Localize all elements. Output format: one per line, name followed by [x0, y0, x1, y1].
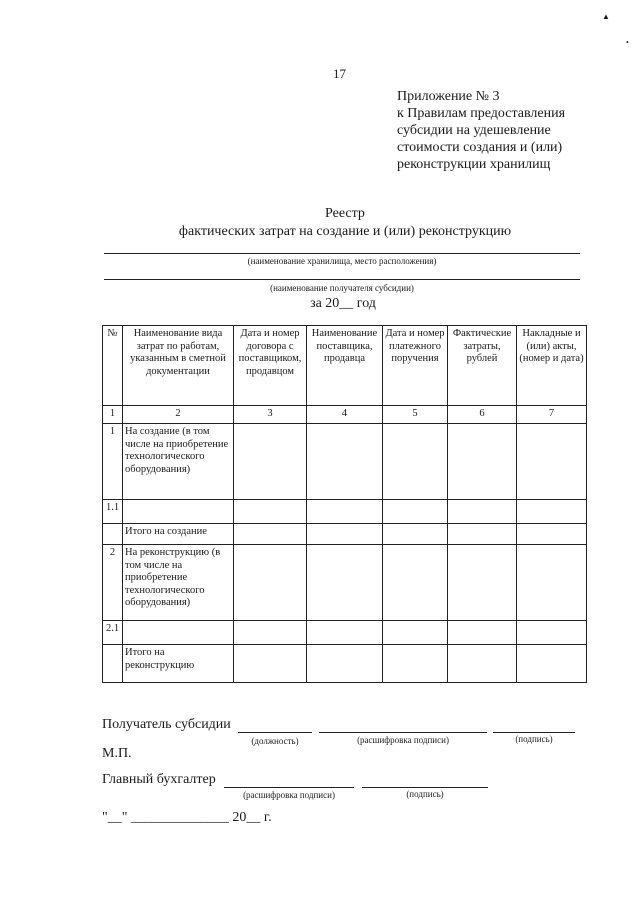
- empty-cell: [517, 524, 587, 545]
- table-row: [103, 524, 587, 545]
- empty-cell: [307, 424, 383, 500]
- year-line: за 20__ год: [310, 296, 376, 311]
- empty-cell: [234, 500, 307, 524]
- accountant-decoding-line: [224, 787, 354, 788]
- empty-cell: [448, 524, 517, 545]
- decoding-caption: (расшифровка подписи): [357, 735, 449, 745]
- column-number: 1: [103, 406, 123, 424]
- empty-cell: [448, 645, 517, 683]
- row-number: 2.1: [103, 621, 123, 645]
- corner-mark-icon: ▲: [602, 12, 610, 21]
- empty-cell: [517, 645, 587, 683]
- appendix-line: субсидии на удешевление: [397, 123, 551, 138]
- empty-cell: [517, 545, 587, 621]
- empty-cell: [517, 424, 587, 500]
- empty-cell: [448, 500, 517, 524]
- empty-cell: [234, 524, 307, 545]
- empty-cell: [307, 524, 383, 545]
- empty-cell: [383, 500, 448, 524]
- position-caption: (должность): [251, 736, 299, 746]
- column-header: Дата и номер договора с поставщиком, продавцом: [234, 326, 307, 406]
- appendix-line: к Правилам предоставления: [397, 106, 566, 121]
- column-header: Накладные и (или) акты, (номер и дата): [517, 326, 587, 406]
- row-label: [123, 500, 234, 524]
- empty-cell: [448, 545, 517, 621]
- row-label: [123, 621, 234, 645]
- storage-name-line: [104, 253, 580, 254]
- row-label: Итого на реконструкцию: [123, 645, 234, 683]
- column-header: Наименование поставщика, продавца: [307, 326, 383, 406]
- position-line: [238, 732, 312, 733]
- appendix-line: реконструкции хранилищ: [397, 157, 551, 172]
- empty-cell: [383, 545, 448, 621]
- column-number: 3: [234, 406, 307, 424]
- storage-caption: (наименование хранилища, место расположения): [247, 256, 437, 266]
- row-number: 1.1: [103, 500, 123, 524]
- empty-cell: [234, 545, 307, 621]
- row-label: На реконструкцию (в том числе на приобретение технологического оборудования): [123, 545, 234, 621]
- empty-cell: [448, 424, 517, 500]
- signature-line: [493, 732, 575, 733]
- table-row: [103, 645, 587, 683]
- column-header: Наименование вида затрат по работам, указанным в сметной документации: [123, 326, 234, 406]
- corner-dot-icon: •: [626, 38, 629, 47]
- title-line-1: Реестр: [325, 206, 365, 221]
- appendix-line: Приложение № 3: [397, 89, 500, 104]
- stamp-label: М.П.: [102, 746, 132, 761]
- empty-cell: [234, 621, 307, 645]
- row-number: 1: [103, 424, 123, 500]
- empty-cell: [383, 424, 448, 500]
- page-number: 17: [333, 66, 346, 81]
- empty-cell: [517, 621, 587, 645]
- table-header-row: [103, 326, 587, 406]
- empty-cell: [234, 645, 307, 683]
- column-number: 5: [383, 406, 448, 424]
- column-header: №: [103, 326, 123, 406]
- accountant-decoding-caption: (расшифровка подписи): [243, 790, 335, 800]
- accountant-label: Главный бухгалтер: [102, 772, 216, 787]
- recipient-caption: (наименование получателя субсидии): [270, 283, 414, 293]
- empty-cell: [383, 621, 448, 645]
- empty-cell: [307, 500, 383, 524]
- empty-cell: [307, 545, 383, 621]
- document-title: [0, 205, 640, 241]
- empty-cell: [307, 645, 383, 683]
- recipient-name-line: [104, 279, 580, 280]
- empty-cell: [448, 621, 517, 645]
- date-line: "__" ______________ 20__ г.: [102, 810, 272, 825]
- empty-cell: [234, 424, 307, 500]
- empty-cell: [383, 645, 448, 683]
- empty-cell: [307, 621, 383, 645]
- signature-caption: (подпись): [515, 734, 553, 744]
- column-number: 2: [123, 406, 234, 424]
- accountant-signature-line: [362, 787, 488, 788]
- column-number: 7: [517, 406, 587, 424]
- column-header: Дата и номер платежного поручения: [383, 326, 448, 406]
- table-row: [103, 500, 587, 524]
- costs-registry-table: [102, 325, 587, 683]
- table-row: [103, 545, 587, 621]
- row-label: На создание (в том числе на приобретение технологического оборудования): [123, 424, 234, 500]
- table-row: [103, 621, 587, 645]
- table-row: [103, 424, 587, 500]
- appendix-line: стоимости создания и (или): [397, 140, 563, 155]
- empty-cell: [517, 500, 587, 524]
- column-header: Фактические затраты, рублей: [448, 326, 517, 406]
- row-number: 2: [103, 545, 123, 621]
- column-number: 6: [448, 406, 517, 424]
- column-number: 4: [307, 406, 383, 424]
- empty-cell: [383, 524, 448, 545]
- column-number-row: [103, 406, 587, 424]
- recipient-label: Получатель субсидии: [102, 717, 231, 732]
- decoding-line: [319, 732, 487, 733]
- row-label: Итого на создание: [123, 524, 234, 545]
- title-line-2: фактических затрат на создание и (или) реконструкцию: [178, 224, 512, 239]
- row-number: [103, 645, 123, 683]
- appendix-block: [397, 88, 565, 173]
- row-number: [103, 524, 123, 545]
- accountant-signature-caption: (подпись): [406, 789, 444, 799]
